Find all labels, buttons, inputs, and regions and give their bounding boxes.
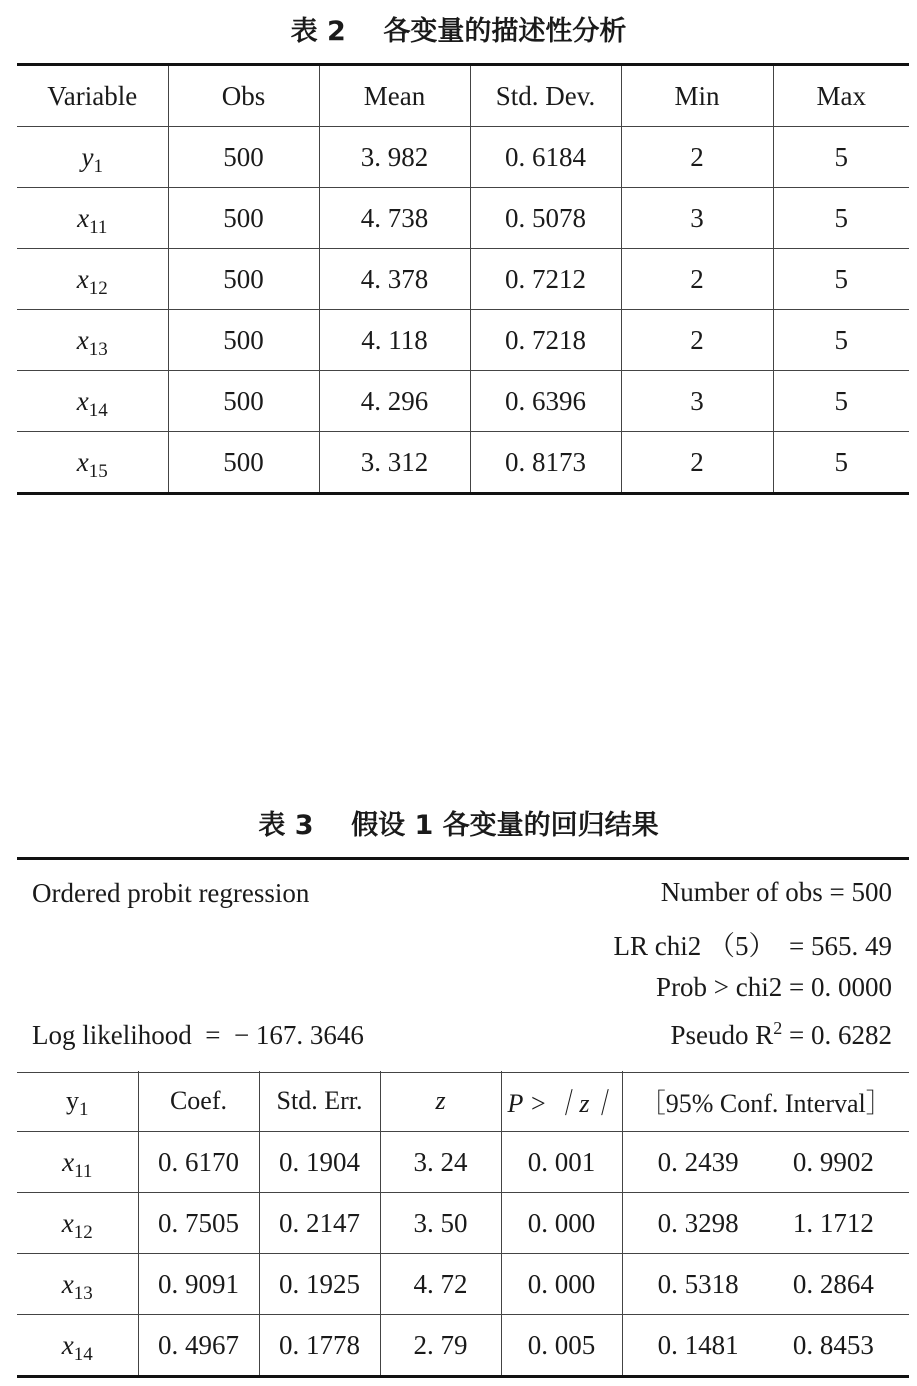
std-dev-cell: 0. 5078 [470, 188, 621, 249]
variable-cell [17, 1132, 138, 1193]
pseudo-r2-value: = 0. 6282 [782, 1020, 892, 1050]
conf-interval-pair [623, 1208, 910, 1239]
variable-subscript: 1 [93, 155, 103, 177]
header-p-value: P > ｜z｜ [501, 1071, 622, 1132]
mean-cell: 4. 378 [319, 249, 470, 310]
header-min: Min [621, 65, 773, 127]
header-std-err: Std. Err. [259, 1071, 380, 1132]
min-cell: 3 [621, 188, 773, 249]
number-of-obs: Number of obs = 500 [660, 877, 892, 907]
p-value-cell: 0. 001 [501, 1132, 622, 1193]
ci-upper: 0. 9902 [792, 1146, 874, 1177]
std-dev-cell: 0. 7212 [470, 249, 621, 310]
table-row [17, 1132, 909, 1193]
variable-subscript: 12 [73, 1221, 93, 1243]
min-cell: 2 [621, 249, 773, 310]
variable-cell [17, 127, 168, 188]
variable-subscript: 13 [88, 338, 108, 360]
table-header-row [17, 1071, 909, 1132]
regression-table [17, 1071, 909, 1378]
obs-cell: 500 [168, 432, 319, 494]
variable-symbol: x [76, 263, 89, 294]
variable-cell [17, 371, 168, 432]
conf-interval-cell [622, 1315, 909, 1377]
max-cell: 5 [773, 371, 909, 432]
header-max: Max [773, 65, 909, 127]
prob-chi2: Prob > chi2 = 0. 0000 [656, 972, 892, 1002]
mean-cell: 3. 982 [319, 127, 470, 188]
header-conf-interval: ［95% Conf. Interval］ [622, 1071, 909, 1132]
table-row [17, 432, 909, 494]
table-row [17, 127, 909, 188]
min-cell: 2 [621, 310, 773, 371]
variable-subscript: 14 [73, 1343, 93, 1365]
header-obs: Obs [168, 65, 319, 127]
table-header-row [17, 65, 909, 127]
obs-cell: 500 [168, 371, 319, 432]
coef-cell: 0. 7505 [138, 1193, 259, 1254]
variable-symbol: x [77, 202, 90, 233]
variable-subscript: 14 [88, 399, 108, 421]
mean-cell: 4. 738 [319, 188, 470, 249]
std-dev-cell: 0. 6184 [470, 127, 621, 188]
variable-symbol: x [76, 324, 89, 355]
variable-symbol: x [61, 1207, 74, 1238]
p-value-cell: 0. 000 [501, 1193, 622, 1254]
min-cell: 2 [621, 127, 773, 188]
std-dev-cell: 0. 6396 [470, 371, 621, 432]
obs-cell: 500 [168, 188, 319, 249]
conf-interval-pair [623, 1147, 910, 1178]
variable-cell [17, 1254, 138, 1315]
regression-summary [17, 857, 909, 1073]
pseudo-r2-label: Pseudo R [670, 1020, 774, 1050]
header-coef: Coef. [138, 1071, 259, 1132]
table-row [17, 1315, 909, 1377]
variable-symbol: x [61, 1268, 74, 1299]
ci-lower: 0. 2439 [657, 1146, 739, 1177]
table-row [17, 188, 909, 249]
table-row [17, 371, 909, 432]
std-err-cell: 0. 1904 [259, 1132, 380, 1193]
dep-var-sub: 1 [79, 1099, 89, 1120]
z-cell: 3. 50 [380, 1193, 501, 1254]
std-err-cell: 0. 2147 [259, 1193, 380, 1254]
conf-interval-cell [622, 1254, 909, 1315]
coef-cell: 0. 6170 [138, 1132, 259, 1193]
z-cell: 2. 79 [380, 1315, 501, 1377]
mean-cell: 3. 312 [319, 432, 470, 494]
obs-cell: 500 [168, 249, 319, 310]
table-row [17, 249, 909, 310]
p-value-cell: 0. 005 [501, 1315, 622, 1377]
table-row [17, 310, 909, 371]
variable-cell [17, 188, 168, 249]
std-dev-cell: 0. 7218 [470, 310, 621, 371]
p-value-cell: 0. 000 [501, 1254, 622, 1315]
table3-caption: 表 3 假设 1 各变量的回归结果 [258, 810, 659, 841]
variable-subscript: 11 [89, 216, 108, 238]
conf-interval-cell [622, 1193, 909, 1254]
variable-cell [17, 249, 168, 310]
z-cell: 3. 24 [380, 1132, 501, 1193]
mean-cell: 4. 118 [319, 310, 470, 371]
table-row [17, 1254, 909, 1315]
ci-lower: 0. 1481 [657, 1329, 739, 1360]
max-cell: 5 [773, 127, 909, 188]
lr-chi2: LR chi2 （5） = 565. 49 [613, 931, 892, 961]
variable-cell [17, 1315, 138, 1377]
min-cell: 2 [621, 432, 773, 494]
max-cell: 5 [773, 310, 909, 371]
conf-interval-cell [622, 1132, 909, 1193]
header-z: z [380, 1071, 501, 1132]
variable-symbol: x [76, 385, 89, 416]
variable-symbol: x [62, 1146, 75, 1177]
std-err-cell: 0. 1778 [259, 1315, 380, 1377]
max-cell: 5 [773, 249, 909, 310]
std-dev-cell: 0. 8173 [470, 432, 621, 494]
min-cell: 3 [621, 371, 773, 432]
coef-cell: 0. 9091 [138, 1254, 259, 1315]
descriptive-stats-table [17, 63, 909, 495]
pseudo-r2-sup: 2 [773, 1018, 783, 1038]
variable-symbol: y [81, 141, 94, 172]
obs-cell: 500 [168, 127, 319, 188]
model-name: Ordered probit regression [32, 878, 310, 908]
conf-interval-pair [623, 1330, 910, 1361]
variable-symbol: x [76, 446, 89, 477]
ci-upper: 0. 2864 [792, 1268, 874, 1299]
table-row [17, 1193, 909, 1254]
max-cell: 5 [773, 188, 909, 249]
obs-cell: 500 [168, 310, 319, 371]
variable-cell [17, 432, 168, 494]
variable-symbol: x [61, 1329, 74, 1360]
ci-upper: 1. 1712 [792, 1207, 874, 1238]
std-err-cell: 0. 1925 [259, 1254, 380, 1315]
z-cell: 4. 72 [380, 1254, 501, 1315]
coef-cell: 0. 4967 [138, 1315, 259, 1377]
variable-subscript: 12 [88, 277, 108, 299]
mean-cell: 4. 296 [319, 371, 470, 432]
max-cell: 5 [773, 432, 909, 494]
ci-lower: 0. 5318 [657, 1268, 739, 1299]
conf-interval-pair [623, 1269, 910, 1300]
variable-subscript: 15 [88, 460, 108, 482]
header-std-dev: Std. Dev. [470, 65, 621, 127]
variable-cell [17, 310, 168, 371]
dep-var-symbol: y [66, 1086, 79, 1115]
variable-subscript: 13 [73, 1282, 93, 1304]
ci-upper: 0. 8453 [792, 1329, 874, 1360]
log-likelihood: Log likelihood = − 167. 3646 [32, 1020, 364, 1050]
header-dependent-var [17, 1071, 138, 1132]
variable-cell [17, 1193, 138, 1254]
ci-lower: 0. 3298 [657, 1207, 739, 1238]
table2-caption: 表 2 各变量的描述性分析 [290, 16, 627, 47]
header-mean: Mean [319, 65, 470, 127]
variable-subscript: 11 [74, 1160, 93, 1182]
pseudo-r2 [670, 1020, 892, 1051]
header-variable: Variable [47, 80, 138, 111]
